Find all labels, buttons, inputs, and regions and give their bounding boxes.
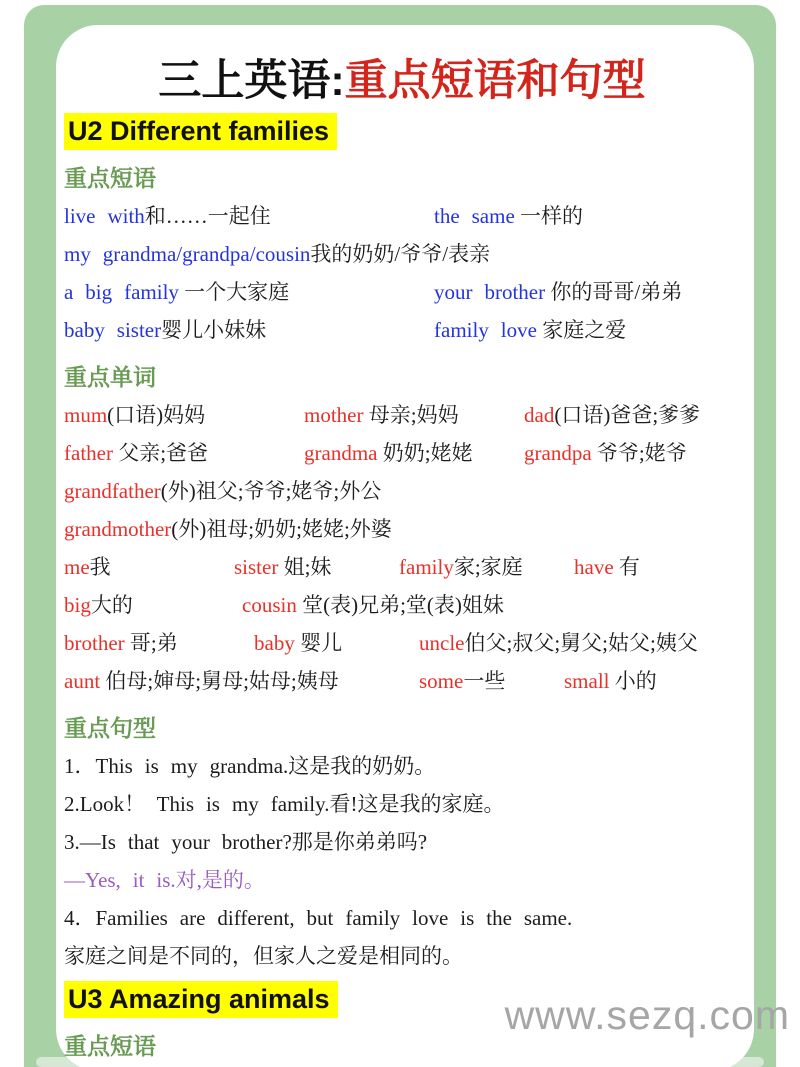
word-item (304, 396, 524, 434)
unit-u2-heading: U2 Different families (64, 113, 337, 150)
word-en: some (419, 669, 464, 693)
page-title (64, 55, 740, 107)
sentence-translation: 家庭之间是不同的，但家人之爱是相同的。 (64, 944, 463, 968)
word-item (574, 548, 640, 586)
phrase-zh: 一个大家庭 (178, 280, 290, 304)
phrase-row (64, 273, 740, 311)
word-item (234, 548, 399, 586)
word-zh: (外)祖母;奶奶;姥姥;外婆 (171, 517, 392, 541)
word-item (64, 396, 304, 434)
word-row (64, 472, 740, 510)
word-zh: 一些 (463, 669, 506, 693)
phrase-item (434, 311, 626, 349)
word-en: sister (234, 555, 279, 579)
phrase-item (434, 197, 583, 235)
sentence: 4．Families are different, but family love is the same. (64, 906, 573, 930)
word-item (242, 586, 504, 624)
word-zh: 大的 (90, 593, 133, 617)
word-en: family (399, 555, 454, 579)
word-zh: 伯母;婶母;舅母;姑母;姨母 (100, 669, 339, 693)
word-zh: 有 (613, 555, 640, 579)
word-en: have (574, 555, 614, 579)
word-en: mother (304, 403, 364, 427)
phrase-zh: 和……一起住 (144, 204, 271, 228)
word-row (64, 662, 740, 700)
phrase-item (64, 273, 434, 311)
phrase-zh: 家庭之爱 (536, 318, 627, 342)
word-item (564, 662, 657, 700)
word-item (399, 548, 574, 586)
word-en: me (64, 555, 90, 579)
page-title-red: 重点短语和句型 (344, 57, 646, 105)
word-item (64, 624, 254, 662)
word-row (64, 586, 740, 624)
phrase-row (64, 311, 740, 349)
phrase-item (64, 235, 490, 273)
word-en: father (64, 441, 113, 465)
phrase-en: the same (434, 204, 515, 228)
phrase-zh: 我的奶奶/爷爷/表亲 (310, 242, 491, 266)
word-row (64, 548, 740, 586)
phrase-row (64, 235, 740, 273)
word-en: baby (254, 631, 295, 655)
phrase-en: my grandma/grandpa/cousin (64, 242, 311, 266)
word-zh: 姐;妹 (278, 555, 332, 579)
word-zh: 母亲;妈妈 (363, 403, 459, 427)
word-item (64, 548, 234, 586)
phrase-en: baby sister (64, 318, 162, 342)
word-en: cousin (242, 593, 297, 617)
u2-words-list (64, 396, 740, 700)
word-zh: 堂(表)兄弟;堂(表)姐妹 (296, 593, 504, 617)
word-item (304, 434, 524, 472)
phrase-en: family love (434, 318, 537, 342)
phrase-row (64, 197, 740, 235)
word-row (64, 624, 740, 662)
u2-sentences-heading: 重点句型 (64, 715, 156, 741)
phrase-en: live with (64, 204, 145, 228)
word-item (524, 396, 700, 434)
word-en: grandfather (64, 479, 161, 503)
word-zh: (口语)妈妈 (107, 403, 206, 427)
phrase-item (64, 311, 434, 349)
phrase-item (434, 273, 682, 311)
word-item (524, 434, 687, 472)
word-item (64, 510, 392, 548)
watermark: www.sezq.com (504, 992, 790, 1038)
word-zh: 小的 (609, 669, 657, 693)
word-row (64, 510, 740, 548)
unit-u2-heading-row (64, 113, 740, 150)
word-item (64, 434, 304, 472)
word-zh: 家;家庭 (453, 555, 523, 579)
phrase-zh: 你的哥哥/弟弟 (545, 280, 683, 304)
sentence: 3.—Is that your brother?那是你弟弟吗? (64, 830, 428, 854)
word-item (419, 662, 564, 700)
word-zh: 哥;弟 (124, 631, 178, 655)
phrase-en: your brother (434, 280, 546, 304)
word-item (64, 586, 242, 624)
word-en: small (564, 669, 610, 693)
word-item (419, 624, 698, 662)
page-title-black: 三上英语: (158, 57, 345, 105)
word-en: grandmother (64, 517, 172, 541)
word-zh: (口语)爸爸;爹爹 (554, 403, 701, 427)
sentence: 1．This is my grandma.这是我的奶奶。 (64, 754, 436, 778)
content-card (56, 25, 754, 1067)
word-en: dad (524, 403, 555, 427)
u2-words-heading: 重点单词 (64, 364, 156, 390)
word-zh: 婴儿 (294, 631, 343, 655)
phrase-zh: 一样的 (514, 204, 584, 228)
phrase-zh: 婴儿小妹妹 (161, 318, 267, 342)
u3-phrases-heading: 重点短语 (64, 1033, 156, 1059)
word-item (64, 662, 419, 700)
word-zh: (外)祖父;爷爷;姥爷;外公 (160, 479, 382, 503)
word-en: uncle (419, 631, 465, 655)
word-zh: 爷爷;姥爷 (591, 441, 687, 465)
word-zh: 奶奶;姥姥 (377, 441, 473, 465)
word-en: grandma (304, 441, 378, 465)
word-en: big (64, 593, 91, 617)
word-en: brother (64, 631, 125, 655)
word-en: grandpa (524, 441, 592, 465)
sentence: 2.Look！ This is my family.看!这是我的家庭。 (64, 792, 505, 816)
phrase-en: a big family (64, 280, 179, 304)
word-zh: 我 (89, 555, 111, 579)
word-row (64, 434, 740, 472)
word-en: aunt (64, 669, 101, 693)
word-row (64, 396, 740, 434)
u2-phrases-heading: 重点短语 (64, 165, 156, 191)
sentence-answer: —Yes, it is.对,是的。 (64, 868, 265, 892)
word-en: mum (64, 403, 108, 427)
u2-phrases-list (64, 197, 740, 349)
word-item (254, 624, 419, 662)
word-item (64, 472, 381, 510)
phrase-item (64, 197, 434, 235)
unit-u3-heading: U3 Amazing animals (64, 981, 338, 1018)
word-zh: 伯父;叔父;舅父;姑父;姨父 (464, 631, 698, 655)
u2-sentences-list (64, 747, 740, 975)
word-zh: 父亲;爸爸 (112, 441, 209, 465)
